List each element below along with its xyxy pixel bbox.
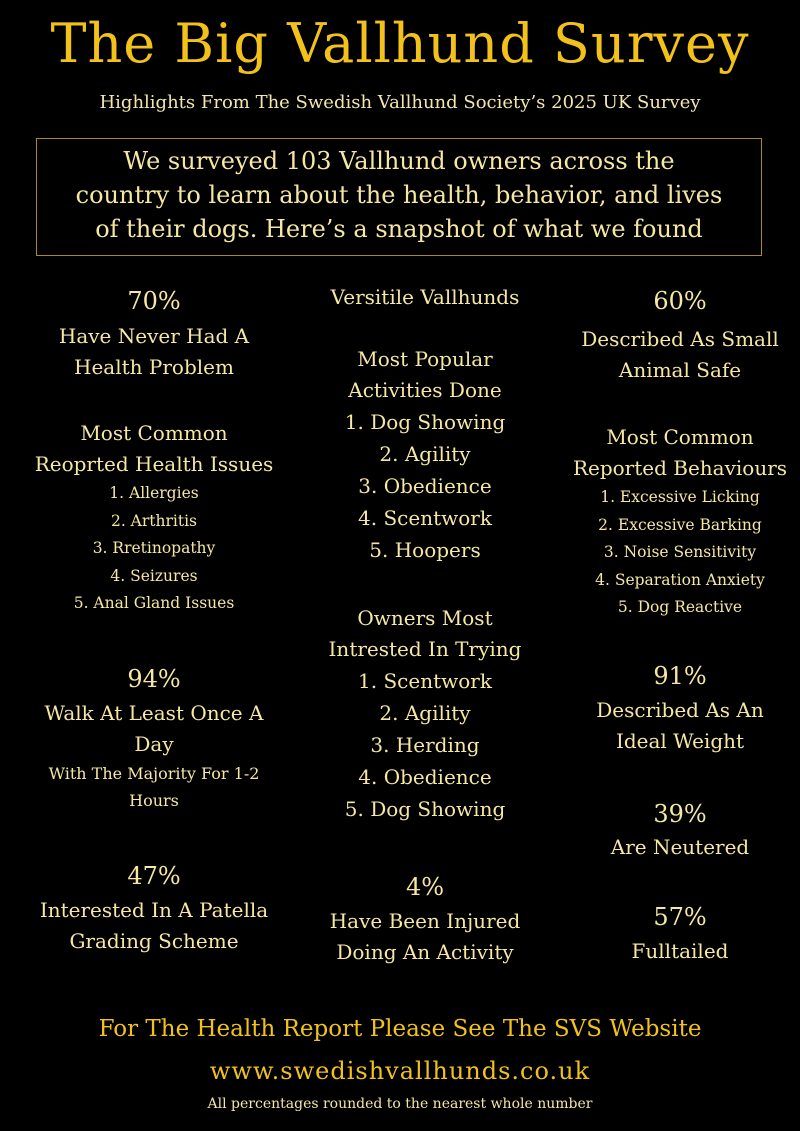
label-subline: With The Majority For 1-2 [48, 764, 260, 783]
stat-walk-pct: 94% [127, 665, 181, 693]
list-item: 2. Arthritis [110, 511, 198, 530]
label-subline: Hours [129, 791, 179, 810]
behaviours-heading: Most Common [606, 425, 754, 449]
stat-small-animal-pct: 60% [653, 287, 707, 315]
stat-ideal-weight-pct: 91% [653, 662, 707, 690]
intro-box [36, 138, 762, 256]
label-line: Described As An [596, 698, 764, 722]
list-item: 1. Dog Showing [344, 410, 506, 434]
behaviours-section [560, 422, 800, 622]
stat-patella-pct: 47% [127, 862, 181, 890]
stat-neutered-label: Are Neutered [610, 835, 750, 859]
list-item: 4. Separation Anxiety [595, 570, 765, 589]
list-item: 1. Allergies [109, 484, 199, 502]
popular-activities-heading: Activities Done [348, 378, 502, 402]
list-item: 1. Excessive Licking [600, 488, 760, 506]
list-item: 5. Dog Showing [344, 797, 506, 821]
stat-ideal-weight-label [560, 695, 800, 757]
page-subtitle: Highlights From The Swedish Vallhund Society’s 2025 UK Survey [99, 92, 701, 113]
label-line: Doing An Activity [336, 940, 514, 964]
label-line: Animal Safe [618, 358, 742, 382]
list-item: 5. Anal Gland Issues [73, 594, 235, 612]
page-title: The Big Vallhund Survey [50, 12, 750, 75]
list-item: 3. Noise Sensitivity [603, 543, 757, 561]
stat-injured-label [270, 906, 580, 968]
list-item: 5. Hoopers [369, 538, 481, 562]
stat-injured-pct: 4% [405, 873, 445, 901]
stat-walk-label [0, 698, 308, 814]
popular-activities-heading: Most Popular [357, 347, 493, 371]
label-line: Day [134, 732, 174, 756]
health-issues-list [0, 480, 308, 618]
interested-activities-heading: Intrested In Trying [328, 637, 522, 661]
list-item: 2. Excessive Barking [598, 515, 762, 534]
versatile-heading: Versitile Vallhunds [330, 285, 520, 309]
stat-small-animal-label [560, 324, 800, 386]
list-item: 4. Scentwork [358, 506, 492, 530]
stat-never-health-problem-label [0, 321, 308, 383]
behaviours-list [560, 484, 800, 622]
stat-never-health-problem-pct: 70% [127, 287, 181, 315]
label-line: Health Problem [74, 355, 234, 379]
label-line: Grading Scheme [69, 929, 239, 953]
label-line: Interested In A Patella [39, 898, 269, 922]
stat-fulltailed-label: Fulltailed [631, 939, 729, 963]
health-issues-heading: Reoprted Health Issues [34, 452, 274, 476]
website-link[interactable]: www.swedishvallhunds.co.uk [209, 1057, 591, 1085]
intro-line: We surveyed 103 Vallhund owners across the [123, 147, 675, 175]
label-line: Ideal Weight [615, 729, 745, 753]
list-item: 3. Herding [370, 733, 480, 757]
health-issues-section [0, 418, 308, 618]
health-issues-heading: Most Common [80, 421, 228, 445]
stat-neutered-pct: 39% [653, 800, 707, 828]
rounding-note: All percentages rounded to the nearest whole number [207, 1096, 593, 1112]
popular-activities-list [270, 406, 580, 566]
label-line: Have Been Injured [329, 909, 521, 933]
list-item: 2. Agility [379, 442, 471, 466]
list-item: 3. Rretinopathy [92, 539, 216, 557]
health-report-note: For The Health Report Please See The SVS Website [98, 1016, 702, 1042]
list-item: 4. Obedience [358, 765, 492, 789]
list-item: 3. Obedience [358, 474, 492, 498]
label-line: Described As Small [581, 327, 779, 351]
list-item: 1. Scentwork [358, 669, 492, 693]
label-line: Walk At Least Once A [44, 701, 264, 725]
behaviours-heading: Reported Behaviours [572, 456, 788, 480]
interested-activities-heading: Owners Most [357, 606, 493, 630]
intro-line: country to learn about the health, behavior, and lives [75, 181, 723, 209]
label-line: Have Never Had A [58, 324, 250, 348]
stat-fulltailed-pct: 57% [653, 903, 707, 931]
list-item: 5. Dog Reactive [617, 598, 743, 616]
interested-activities-list [270, 665, 580, 825]
list-item: 4. Seizures [110, 566, 198, 585]
list-item: 2. Agility [379, 701, 471, 725]
stat-patella-label [0, 895, 308, 957]
intro-line: of their dogs. Here’s a snapshot of what we found [95, 215, 703, 243]
popular-activities-section [270, 344, 580, 566]
interested-activities-section [270, 603, 580, 825]
